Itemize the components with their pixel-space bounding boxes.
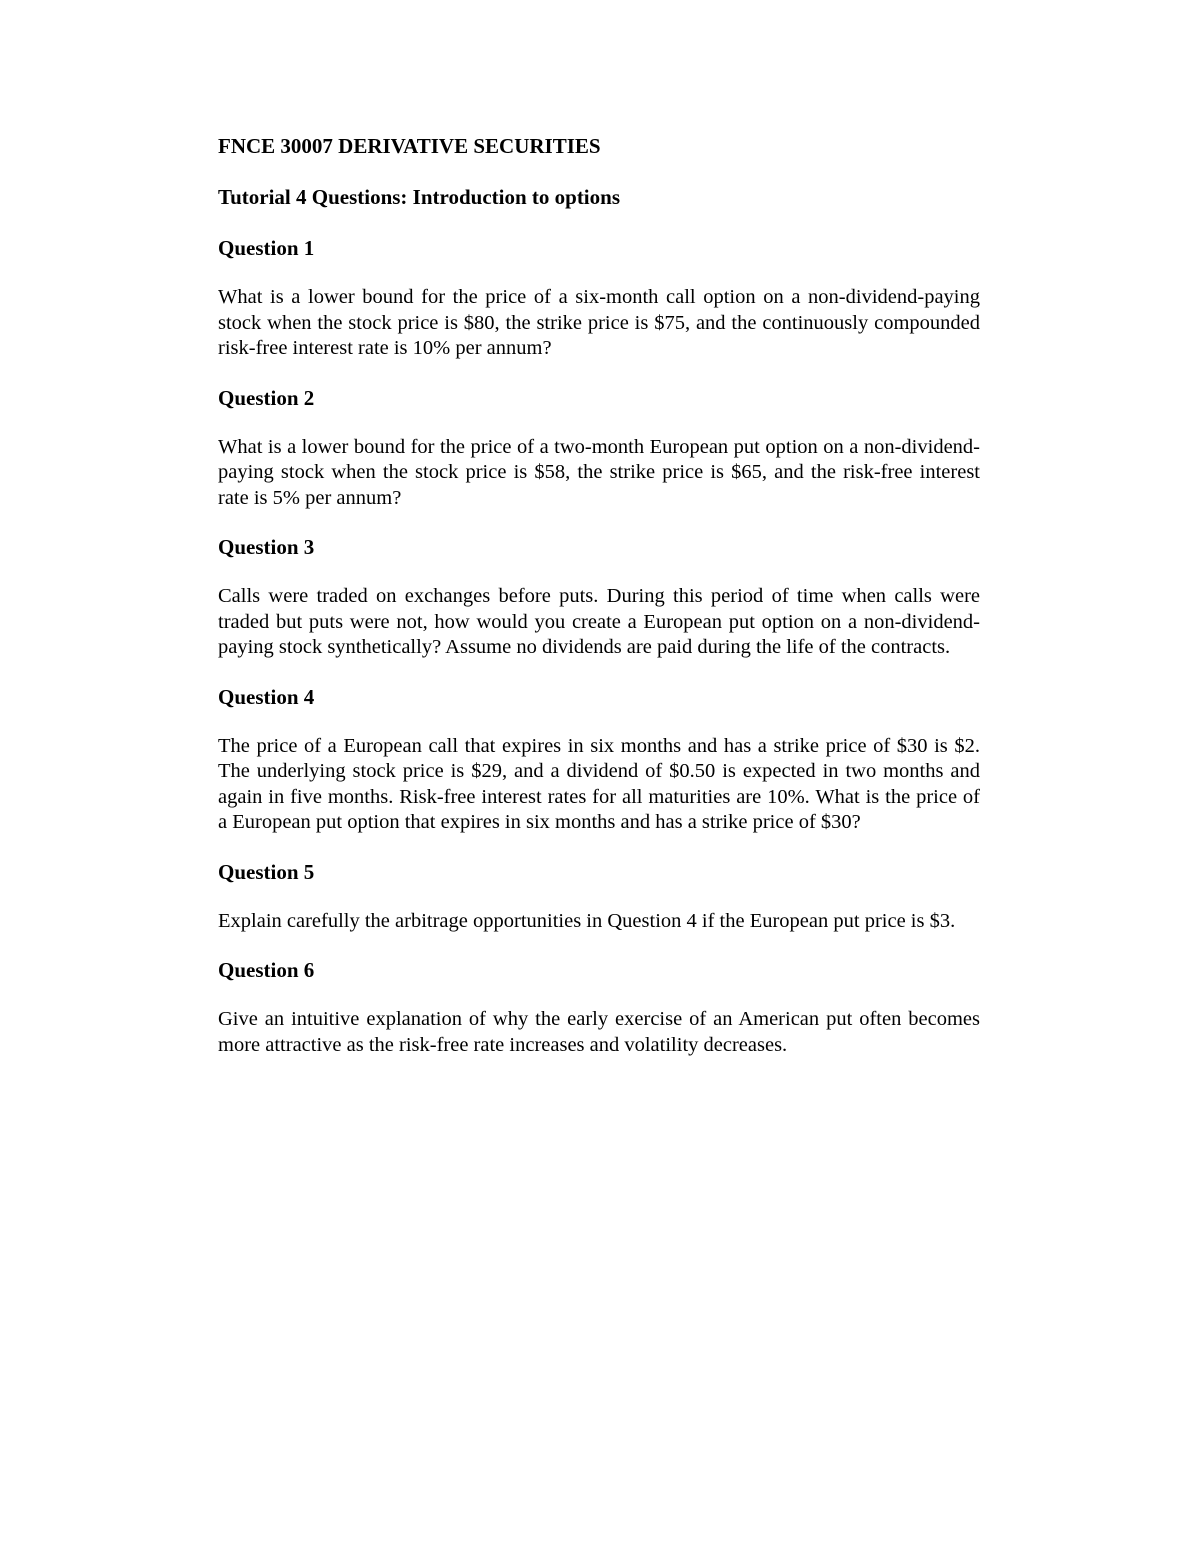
question-heading: Question 1	[218, 236, 315, 260]
course-title: FNCE 30007 DERIVATIVE SECURITIES	[218, 134, 601, 158]
question-5	[218, 858, 980, 935]
question-heading: Question 2	[218, 385, 315, 410]
question-text: Give an intuitive explanation of why the early exercise of an American put often becomes more attractive as the risk-free rate increases and volatility decreases.	[218, 1008, 980, 1056]
question-6	[218, 956, 980, 1058]
question-text: What is a lower bound for the price of a two-month European put option on a non-dividend-paying stock when the stock price is $58, the strike price is $65, and the risk-free interest rate is 5% per annum?	[218, 435, 980, 509]
question-text: What is a lower bound for the price of a six-month call option on a non-dividend-paying stock when the stock price is $80, the strike price is $75, and the continuously compounded risk-free interest rate is 10% per annum?	[218, 286, 980, 359]
question-heading: Question 3	[218, 535, 315, 559]
question-4	[218, 683, 980, 836]
tutorial-title: Tutorial 4 Questions: Introduction to options	[218, 185, 620, 209]
question-text: Explain carefully the arbitrage opportunities in Question 4 if the European put price is $3.	[218, 909, 956, 932]
question-text: Calls were traded on exchanges before puts. During this period of time when calls were traded but puts were not, how would you create a European put option on a non-dividend-paying stock synthetically? Assume no dividends are paid during the life of the contracts.	[218, 585, 980, 658]
question-heading: Question 5	[218, 859, 315, 884]
question-3	[218, 533, 980, 661]
question-1	[218, 234, 980, 362]
question-heading: Question 4	[218, 684, 315, 709]
document-page	[218, 132, 980, 1080]
question-2	[218, 384, 980, 512]
question-text: The price of a European call that expires in six months and has a strike price of $30 is $2. The underlying stock price is $29, and a dividend of $0.50 is expected in two months and again in five months. Risk-free interest rates for all maturities are 10%. What is the price of a European put option that expires in six months and has a strike price of $30?	[218, 734, 980, 833]
question-heading: Question 6	[218, 958, 315, 982]
